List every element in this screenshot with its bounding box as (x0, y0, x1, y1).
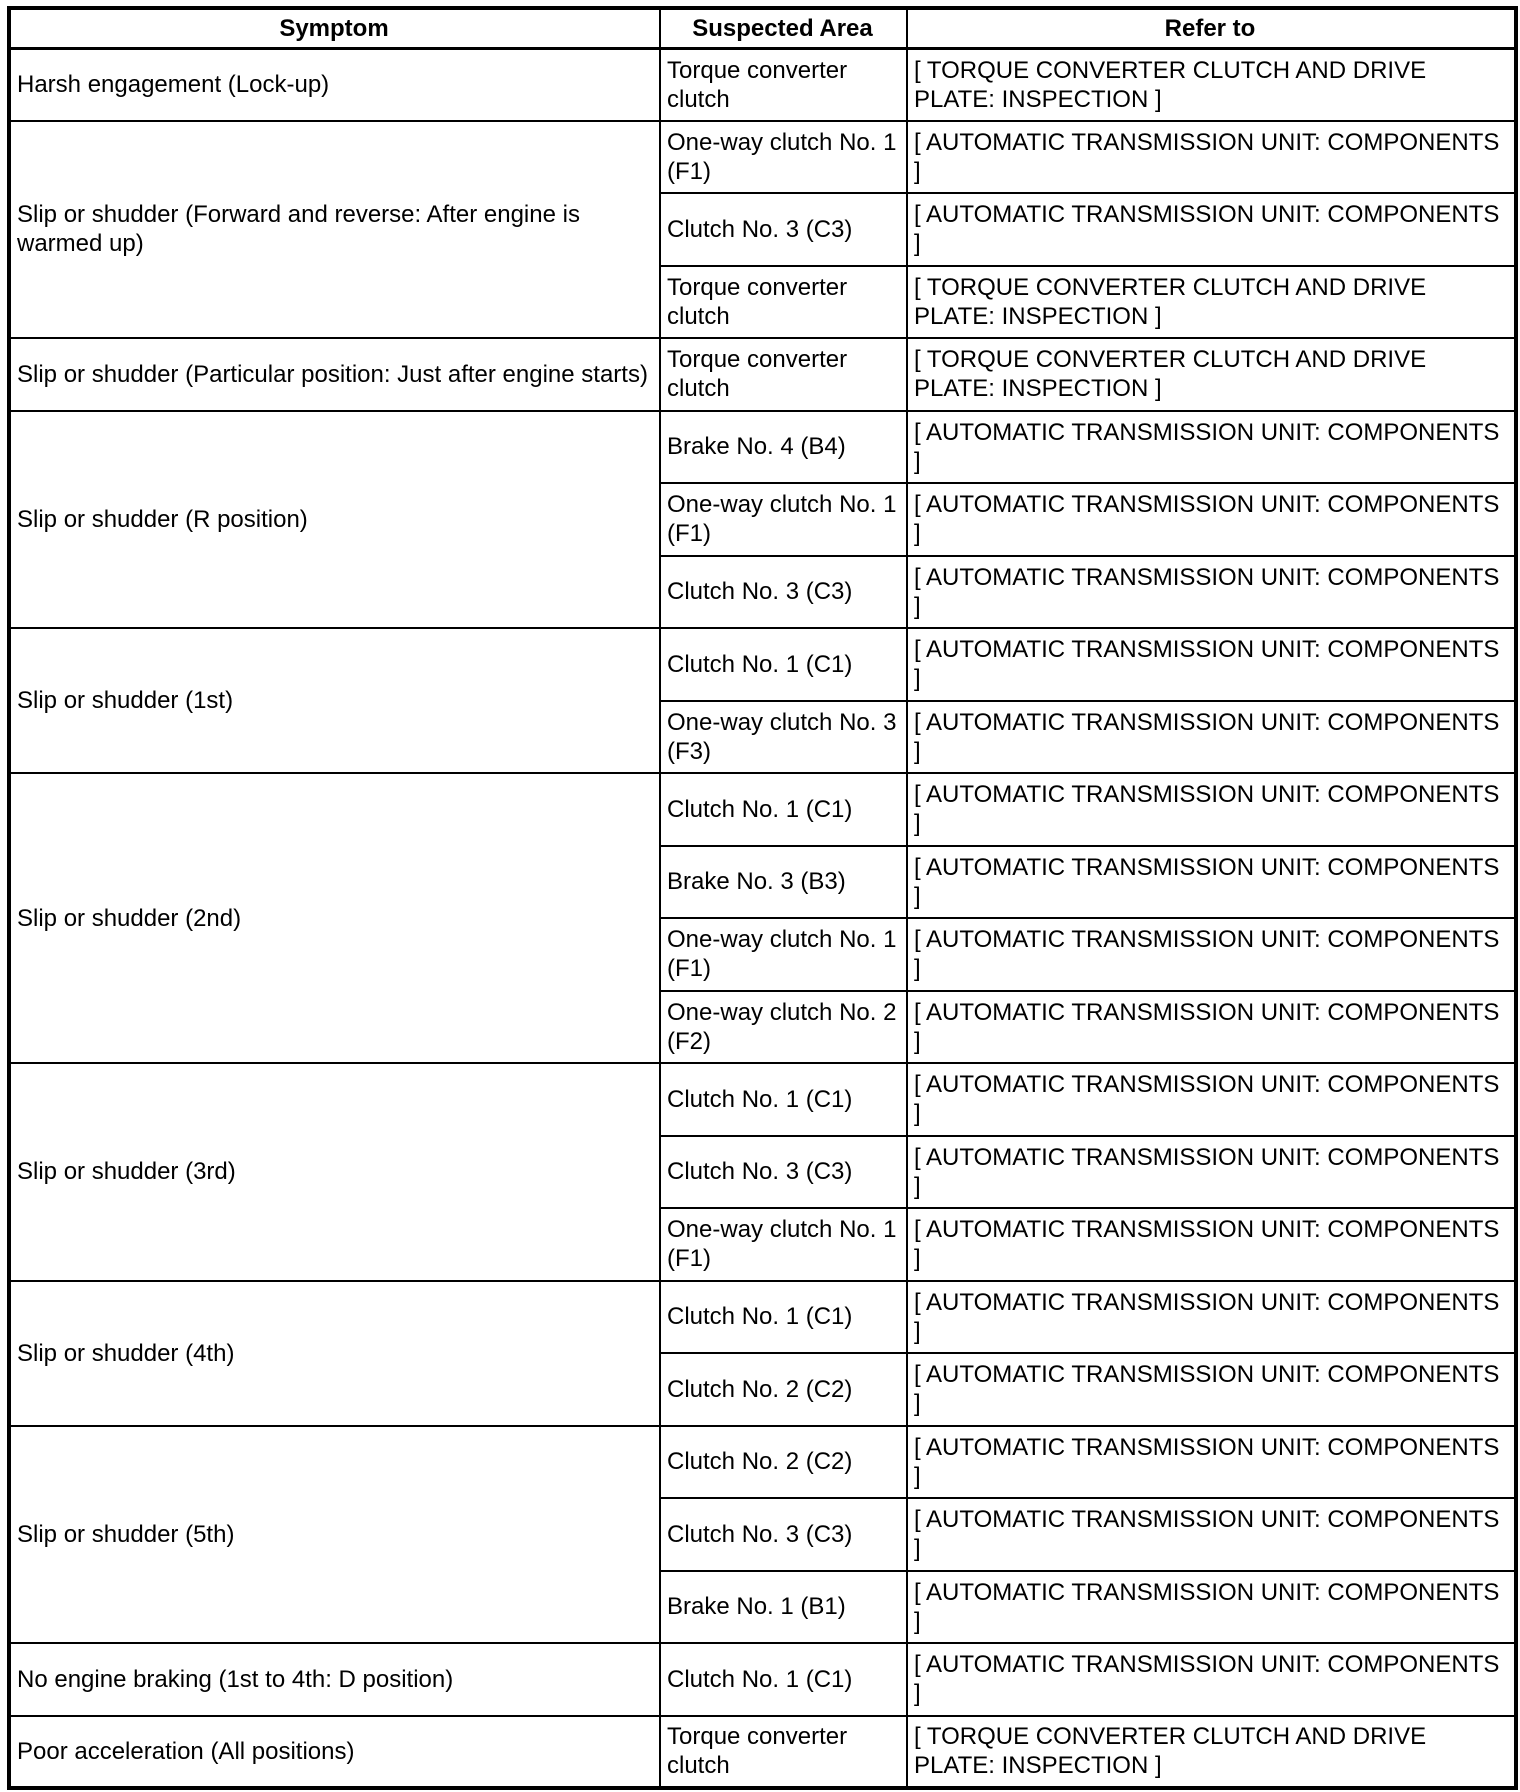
suspected-area-cell: Clutch No. 1 (C1) (660, 1643, 907, 1716)
refer-to-link[interactable]: [ AUTOMATIC TRANSMISSION UNIT: COMPONENTS ] (907, 1426, 1516, 1499)
refer-to-link[interactable]: [ AUTOMATIC TRANSMISSION UNIT: COMPONENTS ] (907, 701, 1516, 774)
table-row (9, 1716, 1516, 1789)
refer-to-link[interactable]: [ AUTOMATIC TRANSMISSION UNIT: COMPONENTS ] (907, 1208, 1516, 1281)
suspected-area-cell: Brake No. 3 (B3) (660, 846, 907, 919)
suspected-area-cell: Brake No. 1 (B1) (660, 1571, 907, 1644)
table-row (9, 1426, 1516, 1499)
table-row (9, 338, 1516, 411)
refer-to-link[interactable]: [ AUTOMATIC TRANSMISSION UNIT: COMPONENTS ] (907, 193, 1516, 266)
suspected-area-cell: One-way clutch No. 1 (F1) (660, 121, 907, 194)
refer-to-link[interactable]: [ AUTOMATIC TRANSMISSION UNIT: COMPONENTS ] (907, 1498, 1516, 1571)
header-suspected-area: Suspected Area (660, 8, 907, 48)
suspected-area-cell: One-way clutch No. 1 (F1) (660, 918, 907, 991)
suspected-area-cell: One-way clutch No. 1 (F1) (660, 1208, 907, 1281)
suspected-area-cell: Clutch No. 3 (C3) (660, 1498, 907, 1571)
suspected-area-cell: Torque converter clutch (660, 48, 907, 121)
suspected-area-cell: One-way clutch No. 3 (F3) (660, 701, 907, 774)
symptom-cell: Poor acceleration (All positions) (9, 1716, 660, 1789)
refer-to-link[interactable]: [ AUTOMATIC TRANSMISSION UNIT: COMPONENTS ] (907, 1353, 1516, 1426)
refer-to-link[interactable]: [ TORQUE CONVERTER CLUTCH AND DRIVE PLATE: INSPECTION ] (907, 338, 1516, 411)
table-body (9, 48, 1516, 1788)
symptom-cell: Slip or shudder (4th) (9, 1281, 660, 1426)
suspected-area-cell: Torque converter clutch (660, 338, 907, 411)
suspected-area-cell: Clutch No. 1 (C1) (660, 773, 907, 846)
table-row (9, 48, 1516, 121)
suspected-area-cell: Clutch No. 1 (C1) (660, 628, 907, 701)
refer-to-link[interactable]: [ TORQUE CONVERTER CLUTCH AND DRIVE PLATE: INSPECTION ] (907, 1716, 1516, 1789)
table-row (9, 773, 1516, 846)
suspected-area-cell: Clutch No. 2 (C2) (660, 1426, 907, 1499)
symptom-cell: Slip or shudder (Particular position: Just after engine starts) (9, 338, 660, 411)
symptom-cell: Slip or shudder (5th) (9, 1426, 660, 1644)
refer-to-link[interactable]: [ TORQUE CONVERTER CLUTCH AND DRIVE PLATE: INSPECTION ] (907, 266, 1516, 339)
suspected-area-cell: One-way clutch No. 2 (F2) (660, 991, 907, 1064)
suspected-area-cell: Clutch No. 1 (C1) (660, 1063, 907, 1136)
suspected-area-cell: Torque converter clutch (660, 266, 907, 339)
refer-to-link[interactable]: [ TORQUE CONVERTER CLUTCH AND DRIVE PLATE: INSPECTION ] (907, 48, 1516, 121)
suspected-area-cell: Brake No. 4 (B4) (660, 411, 907, 484)
refer-to-link[interactable]: [ AUTOMATIC TRANSMISSION UNIT: COMPONENTS ] (907, 773, 1516, 846)
refer-to-link[interactable]: [ AUTOMATIC TRANSMISSION UNIT: COMPONENTS ] (907, 411, 1516, 484)
suspected-area-cell: Clutch No. 1 (C1) (660, 1281, 907, 1354)
diagnosis-table-sheet (7, 6, 1514, 1788)
header-row (9, 8, 1516, 48)
suspected-area-cell: One-way clutch No. 1 (F1) (660, 483, 907, 556)
refer-to-link[interactable]: [ AUTOMATIC TRANSMISSION UNIT: COMPONENTS ] (907, 1136, 1516, 1209)
table-row (9, 1643, 1516, 1716)
refer-to-link[interactable]: [ AUTOMATIC TRANSMISSION UNIT: COMPONENTS ] (907, 846, 1516, 919)
refer-to-link[interactable]: [ AUTOMATIC TRANSMISSION UNIT: COMPONENTS ] (907, 556, 1516, 629)
refer-to-link[interactable]: [ AUTOMATIC TRANSMISSION UNIT: COMPONENTS ] (907, 1281, 1516, 1354)
symptom-cell: Slip or shudder (2nd) (9, 773, 660, 1063)
table-header (9, 8, 1516, 48)
suspected-area-cell: Clutch No. 3 (C3) (660, 193, 907, 266)
suspected-area-cell: Torque converter clutch (660, 1716, 907, 1789)
refer-to-link[interactable]: [ AUTOMATIC TRANSMISSION UNIT: COMPONENTS ] (907, 1643, 1516, 1716)
header-symptom: Symptom (9, 8, 660, 48)
refer-to-link[interactable]: [ AUTOMATIC TRANSMISSION UNIT: COMPONENTS ] (907, 991, 1516, 1064)
refer-to-link[interactable]: [ AUTOMATIC TRANSMISSION UNIT: COMPONENTS ] (907, 483, 1516, 556)
table-row (9, 1281, 1516, 1354)
symptom-cell: Harsh engagement (Lock-up) (9, 48, 660, 121)
refer-to-link[interactable]: [ AUTOMATIC TRANSMISSION UNIT: COMPONENTS ] (907, 918, 1516, 991)
suspected-area-cell: Clutch No. 3 (C3) (660, 556, 907, 629)
suspected-area-cell: Clutch No. 3 (C3) (660, 1136, 907, 1209)
table-row (9, 121, 1516, 194)
symptom-cell: Slip or shudder (Forward and reverse: After engine is warmed up) (9, 121, 660, 339)
table-row (9, 1063, 1516, 1136)
symptom-cell: Slip or shudder (3rd) (9, 1063, 660, 1281)
refer-to-link[interactable]: [ AUTOMATIC TRANSMISSION UNIT: COMPONENTS ] (907, 1571, 1516, 1644)
refer-to-link[interactable]: [ AUTOMATIC TRANSMISSION UNIT: COMPONENTS ] (907, 628, 1516, 701)
symptom-table (7, 6, 1518, 1790)
refer-to-link[interactable]: [ AUTOMATIC TRANSMISSION UNIT: COMPONENTS ] (907, 1063, 1516, 1136)
refer-to-link[interactable]: [ AUTOMATIC TRANSMISSION UNIT: COMPONENTS ] (907, 121, 1516, 194)
header-refer-to: Refer to (907, 8, 1516, 48)
symptom-cell: No engine braking (1st to 4th: D position) (9, 1643, 660, 1716)
table-row (9, 628, 1516, 701)
suspected-area-cell: Clutch No. 2 (C2) (660, 1353, 907, 1426)
symptom-cell: Slip or shudder (R position) (9, 411, 660, 629)
symptom-cell: Slip or shudder (1st) (9, 628, 660, 773)
table-row (9, 411, 1516, 484)
